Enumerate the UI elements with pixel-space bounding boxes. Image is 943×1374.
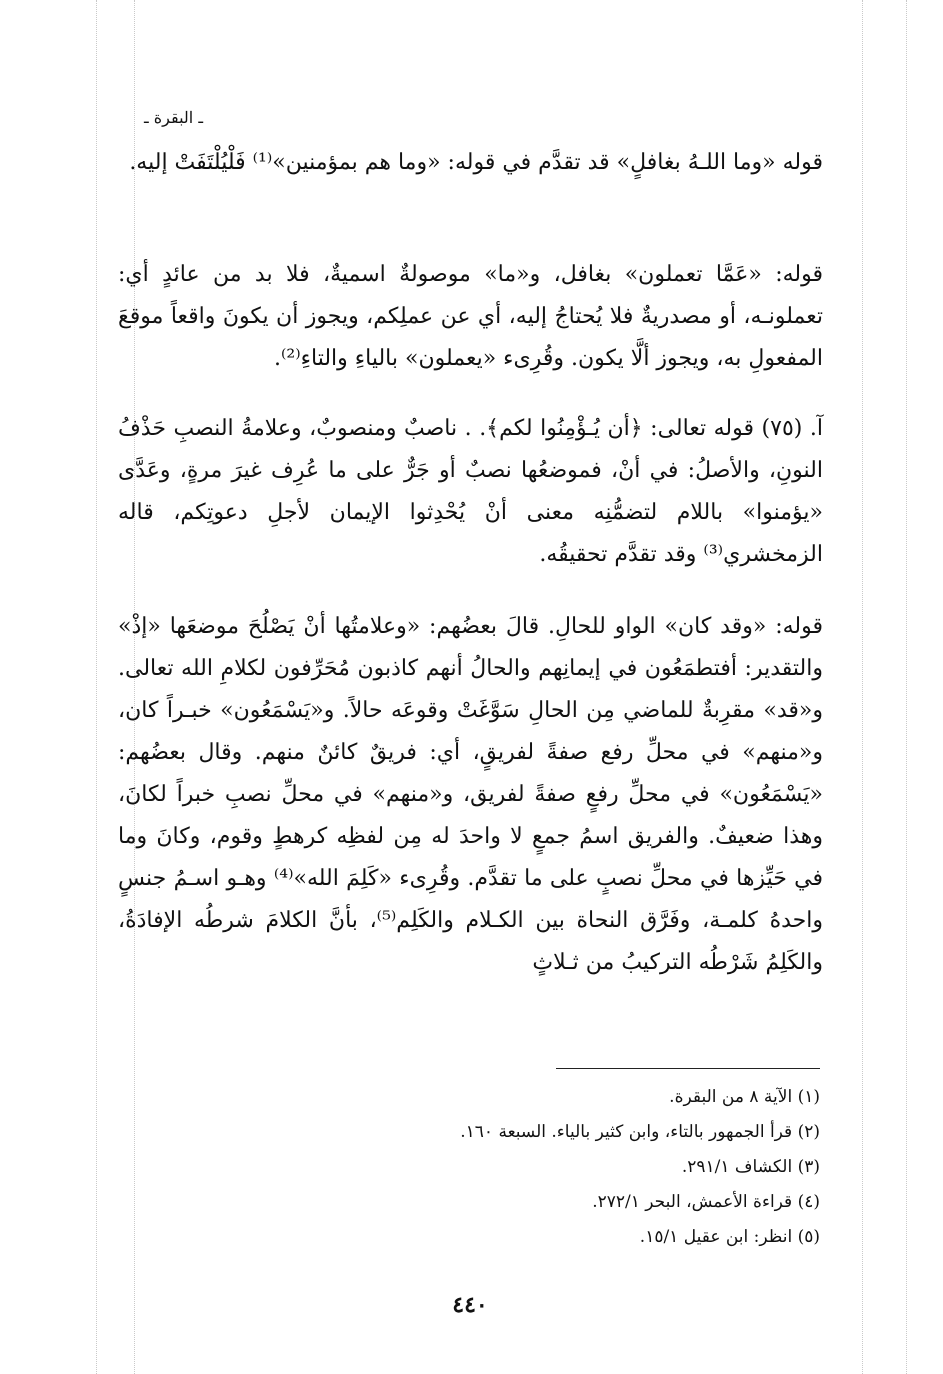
footnote-1: (١) الآية ٨ من البقرة. [669,1087,820,1107]
scan-guide [862,0,863,1374]
footnote-5: (٥) انظر: ابن عقيل ١٥/١. [639,1227,820,1247]
paragraph-1: قوله «وما اللـهُ بغافلٍ» قد تقدَّم في قوله: «وما هم بمؤمنين»⁽¹⁾ فَلْيُلْتَفَتْ إليه. [129,150,823,175]
scan-guide [906,0,907,1374]
footnote-3: (٣) الكشاف ٢٩١/١. [681,1157,820,1177]
paragraph-4: قوله: «وقد كان» الواو للحالِ. قالَ بعضُهم: «وعلامتُها أنْ يَصْلُحَ موضعَها «إذْ» والتقدير: أفتطمَعُون في إيمانِهم والحالُ أنهم كاذبون مُحَرِّفون لكلامِ الله تعالى. و«قد» مقرِبةٌ للماضي مِن الحالِ سَوَّغَتْ وقوعَه حالاً. و«يَسْمَعُون» خبـراً كان، و«منهم» في محلِّ رفع صفةً لفريقٍ، أي: فريقٌ كائنٌ منهم. وقال بعضُهم: «يَسْمَعُون» في محلِّ رفعٍ صفةً لفريق، و«منهم» في محلِّ نصبِ خبراً لكانَ، وهذا ضعيفٌ. والفريق اسمُ جمعٍ لا واحدَ له مِن لفظِه كرهطٍ وقوم، وكانَ وما في حَيِّزها في محلِّ نصبٍ على ما تقدَّم. وقُرِىء «كَلِمَ الله»⁽⁴⁾ وهـو اسـمُ جنسٍ واحدهُ كلمـة، وفَرَّق النحاة بين الكـلام والكَلِم⁽⁵⁾، بأنَّ الكلامَ شرطُه الإفادَةُ، والكَلِمُ شَرْطُه التركيبُ من ثـلاثٍ [118,614,823,975]
scan-guide [96,0,97,1374]
paragraph-3: آ. (٧٥) قوله تعالى: ﴿أن يُـؤْمِنُوا لكم﴾. . ناصبٌ ومنصوبٌ، وعلامةُ النصبِ حَذْفُ النونِ، والأصلُ: في أنْ، فموضعُها نصبٌ أو جَرٌّ على ما عُرِف غيرَ مرةٍ، وعَدَّى «يؤمنوا» باللام لتضمُّنِه معنى أنْ يُحْدِثوا الإيمان لأجلِ دعوتِكم، قاله الزمخشري⁽³⁾ وقد تقدَّم تحقيقُه. [118,416,823,567]
running-header: ـ البقرة ـ [144,108,203,127]
paragraph-2: قوله: «عَمَّا تعملون» بغافل، و«ما» موصولةٌ اسميةٌ، فلا بد من عائدٍ أي: تعملونـه، أو مصدريةٌ فلا يُحتاجُ إليه، أي عن عملِكم، ويجوز أن يكونَ واقعاً موقعَ المفعولِ به، ويجوز ألَّا يكون. وقُرِىء «يعملون» بالياءِ والتاءِ⁽²⁾. [118,262,823,371]
footnote-divider [556,1068,820,1069]
footnotes-list [300,1080,820,1255]
page-number: ٤٤٠ [452,1292,488,1318]
footnote-2: (٢) قرأ الجمهور بالتاء، وابن كثير بالياء. السبعة ١٦٠. [460,1122,820,1142]
footnote-4: (٤) قراءة الأعمش، البحر ٢٧٢/١. [592,1192,820,1212]
